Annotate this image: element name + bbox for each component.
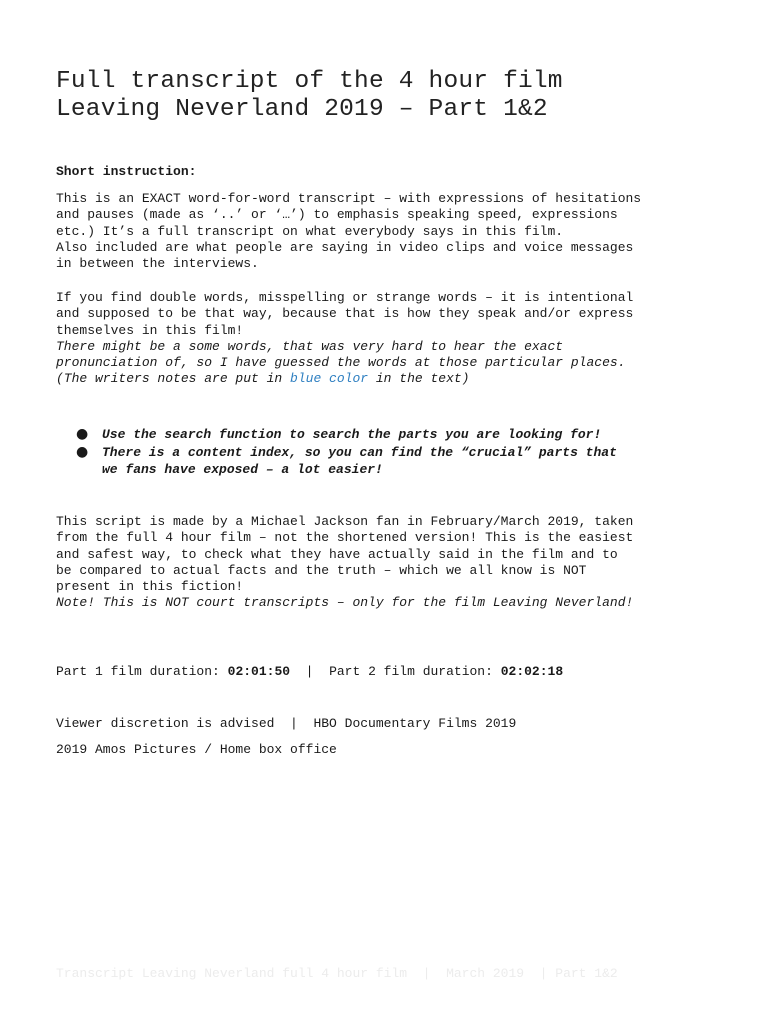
bullet-text: we fans have exposed – a lot easier! — [102, 462, 383, 477]
producer-line: 2019 Amos Pictures / Home box office — [56, 742, 337, 757]
paragraph-line: This script is made by a Michael Jackson fan in February/March 2019, taken — [56, 514, 634, 529]
instruction-paragraph-1 — [56, 191, 716, 272]
bullet-item — [76, 444, 716, 479]
bullet-icon: ● — [76, 426, 89, 442]
part2-duration-label: Part 2 film duration: — [329, 664, 501, 679]
paragraph-line: etc.) It’s a full transcript on what everybody says in this film. — [56, 223, 564, 239]
court-note: Note! This is NOT court transcripts – only for the film Leaving Neverland! — [56, 595, 634, 611]
writers-note-line — [56, 371, 716, 387]
instruction-heading: Short instruction: — [56, 164, 197, 179]
part1-duration-label: Part 1 film duration: — [56, 664, 228, 679]
page-footer: Transcript Leaving Neverland full 4 hour film | March 2019 | Part 1&2 — [56, 966, 618, 981]
paragraph-line: Also included are what people are saying in video clips and voice messages — [56, 239, 634, 255]
bullet-item — [76, 426, 716, 444]
bullet-text: Use the search function to search the parts you are looking for! — [102, 427, 602, 442]
paragraph-line: in between the interviews. — [56, 256, 259, 272]
bullet-text: There is a content index, so you can find the “crucial” parts that — [102, 444, 617, 460]
bullet-list — [76, 426, 716, 479]
paragraph-line: If you find double words, misspelling or strange words – it is intentional — [56, 290, 634, 305]
bullet-icon: ● — [76, 443, 89, 460]
paragraph-line: present in this fiction! — [56, 579, 244, 595]
film-durations — [56, 664, 563, 680]
paragraph-line: from the full 4 hour film – not the shortened version! This is the easiest — [56, 530, 634, 546]
paragraph-line: and safest way, to check what they have actually said in the film and to — [56, 546, 618, 562]
part1-duration-value: 02:01:50 — [227, 664, 291, 679]
document-title — [56, 68, 736, 124]
title-line-1: Full transcript of the 4 hour film — [56, 68, 563, 95]
viewer-discretion-line: Viewer discretion is advised | HBO Documentary Films 2019 — [56, 716, 517, 731]
title-line-2: Leaving Neverland 2019 – Part 1&2 — [56, 96, 548, 123]
italic-line: pronunciation of, so I have guessed the words at those particular places. — [56, 355, 626, 371]
paragraph-line: be compared to actual facts and the truth – which we all know is NOT — [56, 562, 587, 578]
blue-color-label: blue color — [290, 371, 369, 387]
paragraph-line: and pauses (made as ‘..’ or ‘…’) to emphasis speaking speed, expressions — [56, 207, 618, 223]
paragraph-line: and supposed to be that way, because that is how they speak and/or express — [56, 306, 634, 322]
writers-note-prefix: (The writers notes are put in — [56, 371, 291, 387]
writers-note-suffix: in the text) — [368, 371, 470, 387]
author-paragraph — [56, 514, 716, 612]
part2-duration-value: 02:02:18 — [500, 664, 564, 679]
paragraph-line: This is an EXACT word-for-word transcript – with expressions of hesitations — [56, 191, 642, 206]
instruction-paragraph-2 — [56, 290, 716, 388]
paragraph-line: themselves in this film! — [56, 322, 244, 338]
italic-line: There might be a some words, that was very hard to hear the exact — [56, 338, 564, 354]
duration-separator: | — [290, 664, 330, 679]
